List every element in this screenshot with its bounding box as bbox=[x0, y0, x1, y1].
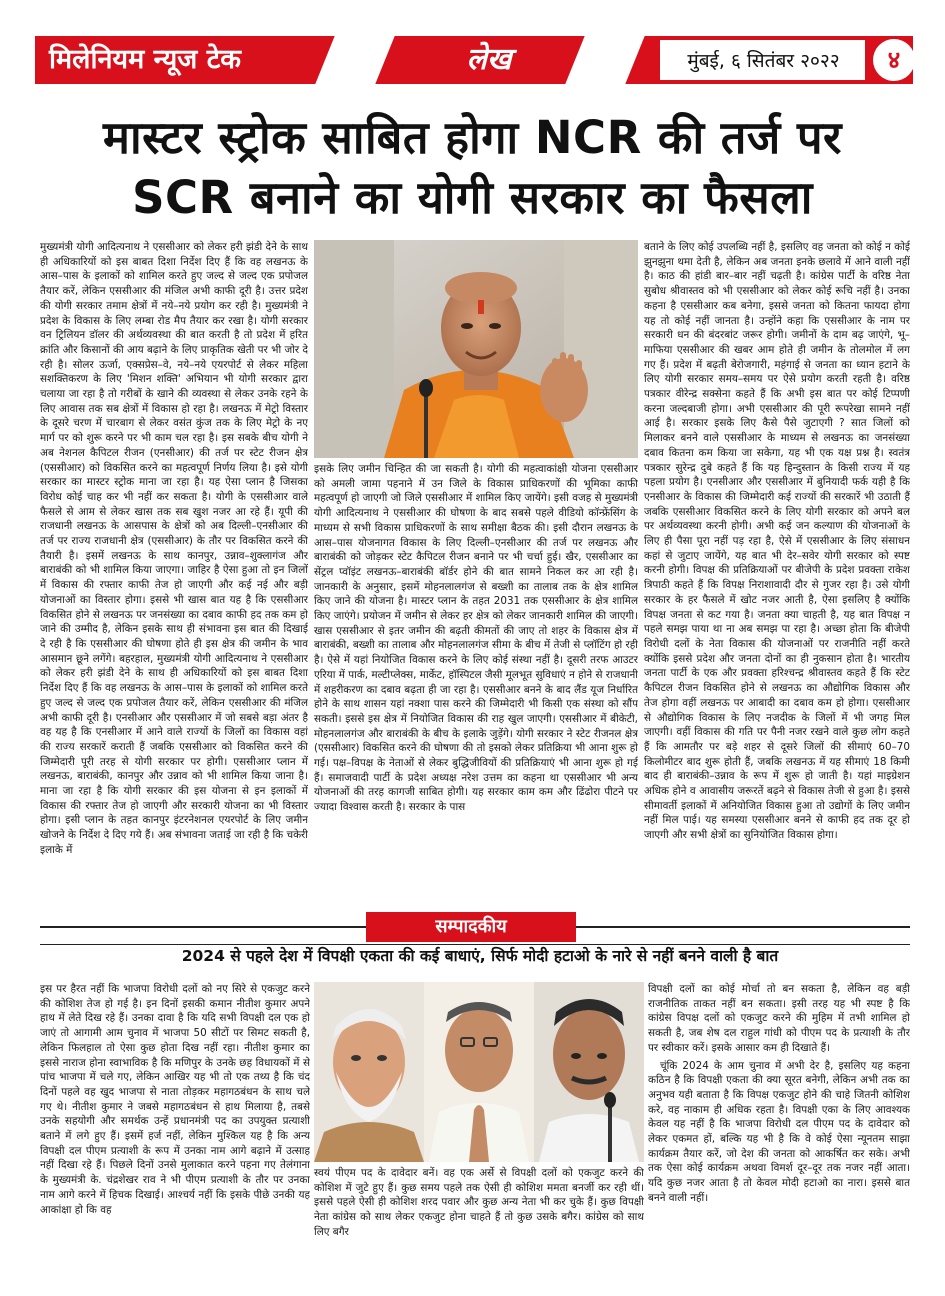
masthead bbox=[35, 36, 913, 84]
masthead-date: मुंबई, ६ सितंबर २०२२ bbox=[687, 50, 840, 72]
divider-rule bbox=[40, 926, 366, 928]
divider-rule bbox=[576, 926, 910, 928]
masthead-date-box bbox=[660, 40, 865, 80]
editorial-text: विपक्षी दलों का कोई मोर्चा तो बन सकता है, लेकिन वह बड़ी राजनीतिक ताकत नहीं बन सकता। इसी तरह यह भी स्पष्ट है कि कांग्रेस विपक्ष दलों को एकजुट करने की मुहिम में तभी शामिल हो सकती है, जब शेष दल राहुल गांधी को पीएम पद के प्रत्याशी के तौर पर स्वीकार करें। इसके आसार कम ही दिखाते हैं। bbox=[648, 983, 910, 1054]
article-text: मुख्यमंत्री योगी आदित्यनाथ ने एससीआर को लेकर हरी झंडी देने के साथ ही अधिकारियों को इस बाबत दिशा निर्देश दिए हैं कि वह लखनऊ के आस–पास के इलाकों को शामिल करते हुए जल्द से जल्द एक प्रपोजल तैयार करें, लेकिन एससीआर की मंजिल अभी काफी दूरी है। उत्तर प्रदेश की योगी सरकार तमाम क्षेत्रों में नये–नये प्रयोग कर रही है। मुख्यमंत्री ने प्रदेश के विकास के लिए लम्बा रोड मैप तैयार कर रखा है। योगी सरकार वन ट्रिलियन डॉलर की अर्थव्यवस्था की बात करती है तो प्रदेश में हरित क्रांति और किसानों की आय बढ़ाने के लिए प्राकृतिक खेती पर भी जोर दे रही है। सोलर ऊर्जा, एक्सप्रेस–वे, नये–नये एयरपोर्ट से लेकर महिला सशक्तिकरण के लिए 'मिशन शक्ति' अभियान भी योगी सरकार द्वारा चलाया जा रहा है तो गरीबों के खाने की व्यवस्था से लेकर उनके रहने के लिए आवास तक सब क्षेत्रों में विकास हो रहा है। लखनऊ में मेट्रो विस्तार के दूसरे चरण में चारबाग से लेकर वसंत कुंज तक के लिए मेट्रो के नए मार्ग पर को शुरू करने पर भी काम चल रहा है। इस सबके बीच योगी ने अब नेशनल कैपिटल रीजन (एनसीआर) की तर्ज पर स्टेट रीजन क्षेत्र (एससीआर) को विकसित करने का महत्वपूर्ण निर्णय लिया है। इसे योगी सरकार का मास्टर स्ट्रोक माना जा रहा है। यह ऐसा प्लान है जिसका विरोध कोई चाह कर भी नहीं कर सकता है। योगी के एससीआर वाले फैसले से आम से लेकर खास तक सब खुश नजर आ रहे हैं। यूपी की राजधानी लखनऊ के आसपास के क्षेत्रों को अब दिल्ली–एनसीआर की तर्ज पर राज्य राजधानी क्षेत्र (एससीआर) के तौर पर विकसित करने की तैयारी है। इसमें लखनऊ के साथ कानपुर, उन्नाव–शुक्लागंज और बाराबंकी को भी शामिल किया जाएगा। जाहिर है ऐसा हुआ तो इन जिलों में विकास की रफ्तार काफी तेज हो जाएगी और कई नई और बड़ी योजनाओं का विस्तार होगा। इससे भी खास बात यह है कि एससीआर विकसित होने से लखनऊ पर जनसंख्या का दबाव काफी हद तक कम हो जाने की उम्मीद है, लेकिन इसके साथ ही संभावना इस बात की दिखाई दे रही है कि एससीआर की घोषणा होते ही इस क्षेत्र की जमीन के भाव आसमान छूने लगेंगे। बहरहाल, मुख्यमंत्री योगी आदित्यनाथ ने एससीआर को लेकर हरी झंडी देने के साथ ही अधिकारियों को इस बाबत दिशा निर्देश दिए हैं कि वह लखनऊ के आस–पास के इलाकों को शामिल करते हुए जल्द से जल्द एक प्रपोजल तैयार करें, लेकिन एससीआर की मंजिल अभी काफी दूरी है। एनसीआर और एससीआर में जो सबसे बड़ा अंतर है वह यह है कि एनसीआर में आने वाले राज्यों के जिलों का विकास वहां की राज्य सरकारें कराती हैं जबकि एससीआर को विकसित करने की जिम्मेदारी पूरी तरह से योगी सरकार पर होगी। एससीआर प्लान में लखनऊ, बाराबंकी, कानपुर और उन्नाव को भी शामिल किया जाना है। माना जा रहा है कि योगी सरकार की इस योजना से इन इलाकों में विकास की रफ्तार तेज हो जाएगी और सरकारी योजना का भी विस्तार होगा। इसी प्लान के तहत कानपुर इंटरनेशनल एयरपोर्ट के लिए जमीन खोजने के निर्देश दे दिए गये हैं। अब संभावना जताई जा रही है कि चकेरी इलाके में bbox=[40, 241, 308, 856]
article-column-1 bbox=[40, 240, 308, 898]
page-number-badge bbox=[873, 39, 915, 81]
article-column-2 bbox=[314, 462, 638, 898]
leaders-photo bbox=[314, 982, 644, 1162]
editorial-column-1 bbox=[40, 982, 310, 1254]
article-column-3 bbox=[644, 240, 910, 898]
headline-line-1: मास्टर स्ट्रोक साबित होगा NCR की तर्ज पर bbox=[103, 111, 842, 164]
leader-portrait bbox=[314, 982, 424, 1162]
leaders-illustration bbox=[314, 982, 644, 1162]
editorial-headline: 2024 से पहले देश में विपक्षी एकता की कई बाधाएं, सिर्फ मोदी हटाओ के नारे से नहीं बनने वाली है बात bbox=[181, 947, 779, 965]
leader-portrait bbox=[534, 982, 644, 1162]
page-number: ४ bbox=[887, 46, 901, 74]
yogi-portrait-illustration bbox=[314, 240, 638, 458]
editorial-column-3 bbox=[648, 982, 910, 1254]
editorial-banner: सम्पादकीय bbox=[366, 912, 576, 942]
editorial-text: स्वयं पीएम पद के दावेदार बनें। वह एक अर्से से विपक्षी दलों को एकजुट करने की कोशिश में जुटे हुए हैं। कुछ समय पहले तक ऐसी ही कोशिश ममता बनर्जी कर रही थीं। इससे पहले ऐसी ही कोशिश शरद पवार और कुछ अन्य नेता भी कर चुके हैं। कुछ विपक्षी नेता कांग्रेस को साथ लेकर एकजुट होना चाहते हैं तो कुछ उसके बगैर। कांग्रेस को साथ लिए बगैर bbox=[314, 1167, 644, 1238]
editorial-text: चूंकि 2024 के आम चुनाव में अभी देर है, इसलिए यह कहना कठिन है कि विपक्षी एकता की क्या सूरत बनेगी, लेकिन अभी तक का अनुभव यही बताता है कि विपक्ष एकजुट होने की चाहे जितनी कोशिश करे, वह नाकाम ही अधिक रहता है। विपक्षी एका के लिए आवश्यक केवल यह नहीं है कि भाजपा विरोधी दल पीएम पद के दावेदार को लेकर एकमत हों, बल्कि यह भी है कि वे कोई ऐसा न्यूनतम साझा कार्यक्रम तैयार करें, जो देश की जनता को आकर्षित कर सके। अभी तक ऐसा कोई कार्यक्रम अथवा विमर्श दूर–दूर तक नजर नहीं आता। यदि कुछ नजर आता है तो केवल मोदी हटाओ का नारा। इससे बात बनने वाली नहीं। bbox=[648, 1059, 910, 1204]
masthead-brand: मिलेनियम न्यूज टेक bbox=[35, 36, 297, 84]
editorial-column-2 bbox=[314, 1166, 644, 1254]
headline-line-2: SCR बनाने का योगी सरकार का फैसला bbox=[132, 171, 813, 224]
editorial-text: इस पर हैरत नहीं कि भाजपा विरोधी दलों को नए सिरे से एकजुट करने की कोशिश तेज हो गई है। इन दिनों इसकी कमान नीतीश कुमार अपने हाथ में लेते दिख रहे हैं। उनका दावा है कि यदि सभी विपक्षी दल एक हो जाएं तो आगामी आम चुनाव में भाजपा 50 सीटों पर सिमट सकती है, लेकिन फिलहाल तो ऐसा कुछ होता दिख नहीं रहा। नीतीश कुमार का इससे नाराज होना स्वाभाविक है कि मणिपुर के उनके छह विधायकों में से पांच भाजपा में चले गए, लेकिन आखिर यह भी तो एक तथ्य है कि चंद दिनों पहले वह खुद भाजपा से नाता तोड़कर महागठबंधन के साथ चले गए थे। नीतीश कुमार ने जबसे महागठबंधन से हाथ मिलाया है, तबसे उनके सहयोगी और समर्थक उन्हें प्रधानमंत्री पद का उपयुक्त प्रत्याशी बताने में लगे हुए हैं। इसमें हर्ज नहीं, लेकिन मुश्किल यह है कि अन्य विपक्षी दल पीएम प्रत्याशी के रूप में उनका नाम आगे बढ़ाने में उत्साह नहीं दिखा रहे हैं। पिछले दिनों उनसे मुलाकात करने पहना गए तेलंगाना के मुख्यमंत्री के. चंद्रशेखर राव ने भी पीएम प्रत्याशी के तौर पर उनका नाम आगे करने में हिचक दिखाई। आश्चर्य नहीं कि इसके पीछे उनकी यह आकांक्षा हो कि वह bbox=[40, 983, 310, 1216]
leader-portrait bbox=[424, 982, 534, 1162]
masthead-divider bbox=[315, 36, 394, 84]
article-text: इसके लिए जमीन चिन्हित की जा सकती है। योगी की महत्वाकांक्षी योजना एससीआर को अमली जामा पहनाने में उन जिले के विकास प्राधिकरणों की भूमिका काफी महत्वपूर्ण हो जाएगी जो जिले एससीआर में शामिल किए जायेंगे। इसी वजह से मुख्यमंत्री योगी आदित्यनाथ ने एससीआर की घोषणा के बाद सबसे पहले वीडियो कॉन्फ्रेंसिंग के माध्यम से सभी विकास प्राधिकरणों के साथ समीक्षा बैठक की। इसी दौरान लखनऊ के आस–पास योजनागत विकास के लिए दिल्ली–एनसीआर की तर्ज पर लखनऊ और बाराबंकी को जोड़कर स्टेट कैपिटल रीजन बनाने पर भी चर्चा हुई। खैर, एससीआर का सेंट्रल प्वॉइंट लखनऊ–बाराबंकी बॉर्डर होने की बात सामने निकल कर आ रही है। जानकारी के अनुसार, इसमें मोहनलालगंज से बख्शी का तालाब तक के क्षेत्र शामिल किए जाने की योजना है। मास्टर प्लान के तहत 2031 तक एससीआर के क्षेत्र शामिल किए जाएंगे। प्रयोजन में जमीन से लेकर हर क्षेत्र को लेकर जानकारी शामिल की जाएगी। खास एससीआर से इतर जमीन की बढ़ती कीमतों की जाए तो शहर के विकास क्षेत्र में बाराबंकी, बख्शी का तालाब और मोहनलालगंज सीमा के बीच में तेजी से प्लॉटिंग हो रही है। ऐसे में यहां नियोजित विकास करने के लिए कोई संस्था नहीं है। दूसरी तरफ आउटर एरिया में पार्क, मल्टीप्लेक्स, मार्केट, हॉस्पिटल जैसी मूलभूत सुविधाएं न होने से राजधानी में शहरीकरण का दबाव बढ़ता ही जा रहा है। एससीआर बनने के बाद लैंड यूज निर्धारित होने के साथ शासन यहां नक्शा पास करने की जिम्मेदारी भी किसी एक संस्था को सौंप सकती। इससे इस क्षेत्र में नियोजित विकास की राह खुल जाएगी। एससीआर में बीकेटी, मोहनलालगंज और बाराबंकी के बीच के इलाके जुड़ेंगे। योगी सरकार ने स्टेट रीजनल क्षेत्र (एससीआर) विकसित करने की घोषणा की तो इसको लेकर प्रतिक्रिया भी आना शुरू हो गई। पक्ष–विपक्ष के नेताओं से लेकर बुद्धिजीवियों की प्रतिक्रियाएं भी आना शुरू हो गई हैं। समाजवादी पार्टी के प्रदेश अध्यक्ष नरेश उत्तम का कहना था एससीआर भी अन्य योजनाओं की तरह कागजी साबित होगी। यह सरकार काम कम और ढिंढोरा पीटने पर ज्यादा विश्वास करती है। सरकार के पास bbox=[314, 463, 638, 814]
masthead-divider bbox=[565, 36, 644, 84]
main-headline bbox=[40, 108, 905, 228]
article-text: बताने के लिए कोई उपलब्धि नहीं है, इसलिए वह जनता को कोई न कोई झुनझुना थमा देती है, लेकिन अब जनता इनके छलावे में आने वाली नहीं है। काठ की हांडी बार–बार नहीं चढ़ती है। कांग्रेस पार्टी के वरिष्ठ नेता सुबोध श्रीवास्तव को भी एससीआर को लेकर कोई रूचि नहीं है। उनका कहना है एससीआर कब बनेगा, इससे जनता को कितना फायदा होगा यह तो कोई नहीं जानता है। उन्होंने कहा कि एससीआर के नाम पर सरकारी धन की बंदरबांट जरूर होगी। जमीनों के दाम बढ़ जाएंगे, भू–माफिया एससीआर की खबर आम होते ही जमीन के तोलमोल में लग गए हैं। प्रदेश में बढ़ती बेरोजगारी, महंगाई से जनता का ध्यान हटाने के लिए योगी सरकार समय–समय पर ऐसे प्रयोग करती रहती है। वरिष्ठ पत्रकार वीरेन्द्र सक्सेना कहते हैं कि अभी इस बात पर कोई टिप्पणी करना जल्दबाजी होगा। अभी एससीआर की पूरी रूपरेखा सामने नहीं आई है। सरकार इसके लिए कैसे पैसे जुटाएगी ? सात जिलों को मिलाकर बनने वाले एससीआर के माध्यम से लखनऊ का जनसंख्या दबाव कितना कम किया जा सकेगा, यह भी एक यक्ष प्रश्न है। स्वतंत्र पत्रकार सुरेन्द्र दुबे कहते हैं कि यह हिन्दुस्तान के किसी राज्य में यह पहला प्रयोग है। एनसीआर और एससीआर में बुनियादी फर्क यही है कि एनसीआर के विकास की जिम्मेदारी कई राज्यों की सरकारें भी उठाती हैं जबकि एससीआर विकसित करने के लिए योगी सरकार को अपने बल पर अर्थव्यवस्था करनी होगी। अभी कई जन कल्याण की योजनाओं के लिए ही पैसा पूरा नहीं पड़ रहा है, ऐसे में एससीआर के लिए संसाधन कहां से जुटाए जायेंगे, यह बात भी देर–सवेर योगी सरकार को स्पष्ट करनी होगी। विपक्ष की प्रतिक्रियाओं पर बीजेपी के प्रदेश प्रवक्ता राकेश त्रिपाठी कहते हैं कि विपक्ष निराशावादी दौर से गुजर रहा है। उसे योगी सरकार के हर फैसले में खोट नजर आती है, ऐसा इसलिए है क्योंकि विपक्ष जनता से कट गया है। जनता क्या चाहती है, यह बात विपक्ष न पहले समझ पाया था ना अब समझ पा रहा है। अच्छा होता कि बीजेपी विरोधी दलों के नेता विकास की योजनाओं पर राजनीति नहीं करते क्योंकि इससे प्रदेश और जनता दोनों का ही नुकसान होता है। भारतीय जनता पार्टी के एक और प्रवक्ता हरिश्चन्द्र श्रीवास्तव कहते हैं कि स्टेट कैपिटल रीजन विकसित होने से लखनऊ का औद्योगिक विकास और तेज होगा वहीं लखनऊ पर आबादी का दबाव कम हो होगा। एससीआर से औद्योगिक विकास के लिए नजदीक के जिलों में भी जगह मिल जाएगी। वहीं विकास की गति पर पैनी नजर रखने वाले कुछ लोग कहते हैं कि आमतौर पर बड़े शहर से दूसरे जिलों की सीमाएं 60–70 किलोमीटर बाद शुरू होती हैं, जबकि लखनऊ में यह सीमाएं 18 किमी बाद ही बाराबंकी–उन्नाव के रूप में शुरू हो जाती है। यहां माइग्रेशन अधिक होने व आवासीय जरूरतें बढ़ने से विकास तेजी से हुआ है। इससे सीमावर्ती इलाकों में अनियोजित विकास हुआ तो उद्योगों के लिए जमीन नहीं मिल पाई। यह समस्या एससीआर बनने से काफी हद तक दूर हो जाएगी और सभी क्षेत्रों का सुनियोजित विकास होगा। bbox=[644, 241, 910, 842]
masthead-section: लेख bbox=[466, 42, 512, 77]
yogi-photo bbox=[314, 240, 638, 458]
